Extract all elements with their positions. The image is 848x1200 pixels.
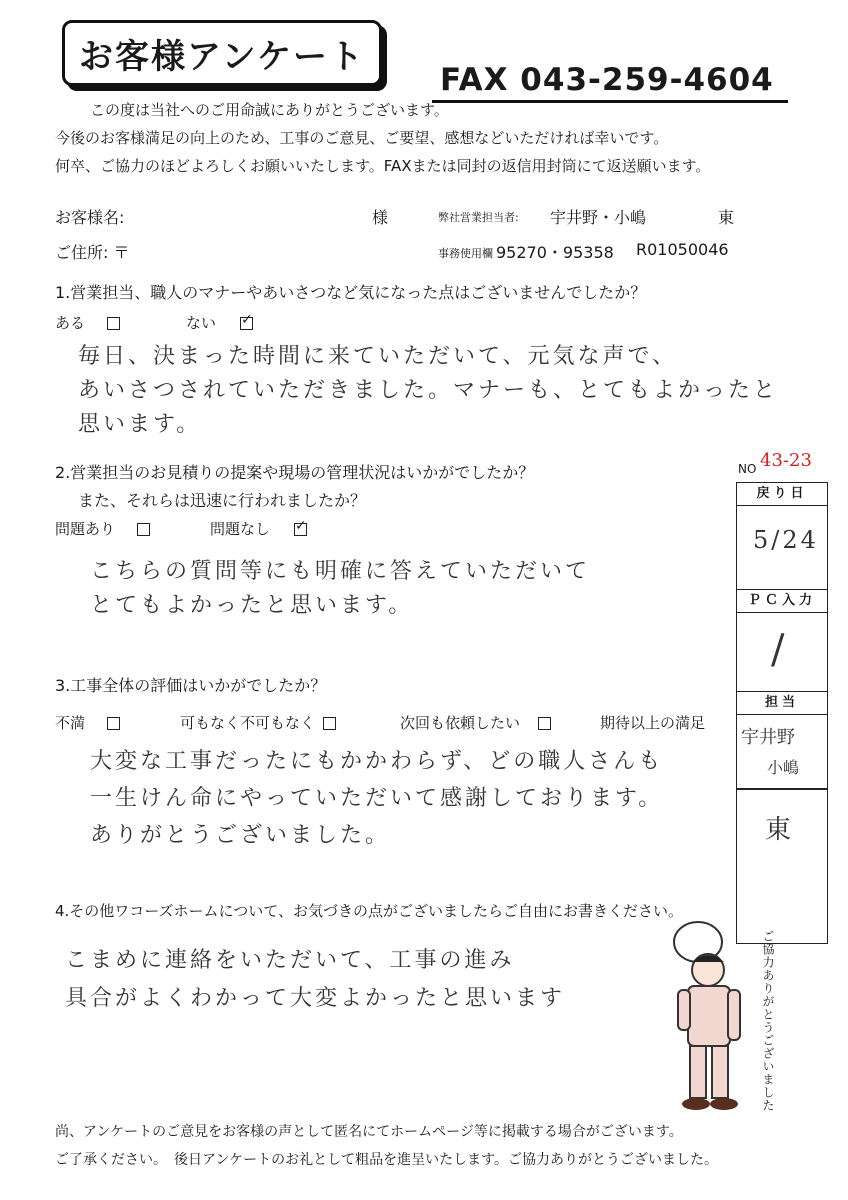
- q3-option-3-label: 次回も依頼したい: [400, 714, 521, 732]
- tantou-value-3: 東: [765, 815, 795, 845]
- tantou-value-2: 小嶋: [767, 758, 800, 777]
- q1-question: 1.営業担当、職人のマナーやあいさつなど気になった点はございませんでしたか？: [55, 283, 647, 302]
- q2-option-yes[interactable]: [55, 518, 150, 539]
- q2-yes-checkbox[interactable]: [137, 523, 150, 536]
- q3-option-4-label: 期待以上の満足: [600, 714, 706, 732]
- tantou-header: 担当: [737, 691, 827, 715]
- tantou-value-1: 宇井野: [741, 727, 795, 748]
- q3-question: 3.工事全体の評価はいかがでしたか？: [55, 676, 327, 695]
- q3-option-2-label: 可もなく不可もなく: [180, 714, 316, 732]
- office-side-box: [736, 482, 828, 944]
- pc-input-value: /: [771, 627, 788, 673]
- q2-option-no-label: 問題なし: [210, 520, 271, 538]
- q3-option-3[interactable]: [400, 712, 551, 733]
- q2-no-checkbox[interactable]: [294, 523, 307, 536]
- staff-names: 宇井野・小嶋: [550, 208, 647, 227]
- q3-option-1-checkbox[interactable]: [107, 717, 120, 730]
- q2-answer-line-1: こちらの質問等にも明確に答えていただいて: [90, 559, 591, 584]
- return-date-value: 5/24: [753, 526, 819, 554]
- q1-option-yes-label: ある: [55, 314, 86, 332]
- q3-option-2[interactable]: [180, 712, 336, 733]
- q1-answer-line-3: 思います。: [78, 412, 202, 437]
- q1-answer-line-1: 毎日、決まった時間に来ていただいて、元気な声で、: [78, 344, 678, 369]
- worker-mascot-illustration: [660, 920, 760, 1120]
- q4-question: 4.その他ワコーズホームについて、お気づきの点がございましたらご自由にお書きください。: [55, 902, 683, 920]
- q3-option-1[interactable]: [55, 712, 120, 733]
- intro-line-3: 何卒、ご協力のほどよろしくお願いいたします。FAXまたは同封の返信用封筒にて返送願います。: [55, 157, 711, 175]
- side-no-label: NO: [738, 462, 757, 476]
- q3-option-4[interactable]: [600, 712, 705, 733]
- fax-number: FAX 043-259-4604: [440, 62, 774, 98]
- q3-answer-line-1: 大変な工事だったにもかかわらず、どの職人さんも: [90, 749, 664, 774]
- q1-option-no-label: ない: [186, 314, 217, 332]
- footer-line-2: ご了承ください。 後日アンケートのお礼として粗品を進呈いたします。ご協力ありがとうございました。: [55, 1152, 719, 1168]
- office-ref: R01050046: [636, 240, 729, 259]
- intro-line-1: この度は当社へのご用命誠にありがとうございます。: [90, 101, 449, 119]
- return-date-header: 戻り日: [737, 483, 827, 506]
- address-label: ご住所: 〒: [55, 243, 130, 262]
- staff-extra: 東: [718, 208, 735, 227]
- q3-answer-line-3: ありがとうございました。: [90, 823, 391, 848]
- staff-label: 弊社営業担当者:: [438, 211, 519, 224]
- q1-yes-checkbox[interactable]: [107, 317, 120, 330]
- side-no-value: 43-23: [760, 450, 812, 471]
- office-codes: 95270・95358: [496, 243, 614, 262]
- q2-option-yes-label: 問題あり: [55, 520, 116, 538]
- pc-input-header: ＰＣ入力: [737, 589, 827, 613]
- sama-label: 様: [372, 208, 389, 227]
- intro-line-2: 今後のお客様満足の向上のため、工事のご意見、ご要望、感想などいただければ幸いです。: [55, 129, 669, 147]
- q3-answer-line-2: 一生けん命にやっていただいて感謝しております。: [90, 786, 664, 811]
- q1-option-yes[interactable]: [55, 312, 120, 333]
- q3-option-2-checkbox[interactable]: [323, 717, 336, 730]
- fax-underline: [432, 100, 788, 103]
- survey-title: お客様アンケート: [62, 20, 382, 86]
- q3-option-1-label: 不満: [55, 714, 86, 732]
- q1-option-no[interactable]: [186, 312, 253, 333]
- q1-answer-line-2: あいさつされていただきました。マナーも、とてもよかったと: [78, 378, 779, 403]
- q4-answer-line-2: 具合がよくわかって大変よかったと思います: [65, 986, 566, 1011]
- vertical-thanks-text: ご協力ありがとうございました: [761, 930, 775, 1112]
- q1-no-checkbox[interactable]: [240, 317, 253, 330]
- customer-name-label: お客様名:: [55, 208, 125, 227]
- footer-line-1: 尚、アンケートのご意見をお客様の声として匿名にてホームページ等に掲載する場合がございます。: [55, 1124, 683, 1140]
- office-label: 事務使用欄: [438, 247, 493, 260]
- q2-answer-line-2: とてもよかったと思います。: [90, 593, 414, 618]
- q3-option-3-checkbox[interactable]: [538, 717, 551, 730]
- q2-question-2: また、それらは迅速に行われましたか？: [78, 491, 367, 510]
- q2-question: 2.営業担当のお見積りの提案や現場の管理状況はいかがでしたか？: [55, 463, 535, 482]
- q4-answer-line-1: こまめに連絡をいただいて、工事の進み: [65, 948, 515, 973]
- q2-option-no[interactable]: [210, 518, 307, 539]
- tantou-divider: [737, 788, 827, 790]
